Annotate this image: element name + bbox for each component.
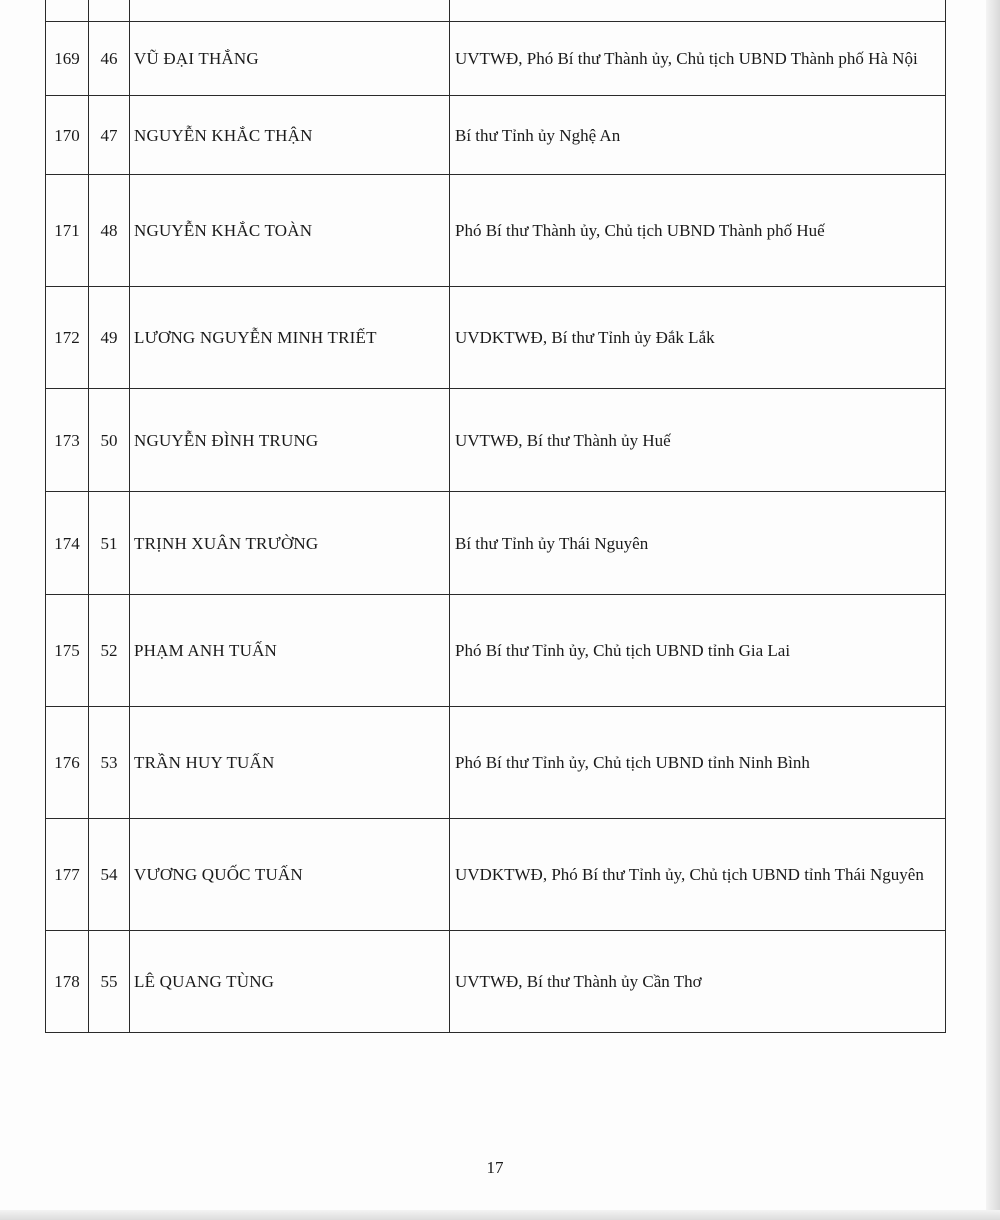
table-row <box>46 96 946 175</box>
member-name: LƯƠNG NGUYỄN MINH TRIẾT <box>130 287 450 389</box>
member-role: Phó Bí thư Tỉnh ủy, Chủ tịch UBND tỉnh Gia Lai <box>450 595 946 707</box>
member-role: Phó Bí thư Tỉnh ủy, Chủ tịch UBND tỉnh Ninh Bình <box>450 707 946 819</box>
table-row <box>46 389 946 492</box>
member-name: VƯƠNG QUỐC TUẤN <box>130 819 450 931</box>
row-index: 174 <box>46 492 89 595</box>
row-index: 170 <box>46 96 89 175</box>
member-role: UVDKTWĐ, Phó Bí thư Tỉnh ủy, Chủ tịch UBND tỉnh Thái Nguyên <box>450 819 946 931</box>
member-role: UVTWĐ, Phó Bí thư Thành ủy, Chủ tịch UBND Thành phố Hà Nội <box>450 22 946 96</box>
members-table <box>45 0 946 1033</box>
table-row-continued-top <box>46 0 946 22</box>
row-index: 176 <box>46 707 89 819</box>
row-sub-index: 52 <box>89 595 130 707</box>
member-role: UVTWĐ, Bí thư Thành ủy Cần Thơ <box>450 931 946 1033</box>
row-index: 173 <box>46 389 89 492</box>
row-index: 175 <box>46 595 89 707</box>
row-sub-index: 50 <box>89 389 130 492</box>
row-index: 169 <box>46 22 89 96</box>
row-index: 177 <box>46 819 89 931</box>
table-row <box>46 492 946 595</box>
member-name: NGUYỄN KHẮC THẬN <box>130 96 450 175</box>
row-index: 171 <box>46 175 89 287</box>
member-name: TRẦN HUY TUẤN <box>130 707 450 819</box>
row-sub-index: 49 <box>89 287 130 389</box>
member-role: UVDKTWĐ, Bí thư Tỉnh ủy Đắk Lắk <box>450 287 946 389</box>
table-row <box>46 931 946 1033</box>
row-index: 172 <box>46 287 89 389</box>
member-name: TRỊNH XUÂN TRƯỜNG <box>130 492 450 595</box>
row-sub-index: 51 <box>89 492 130 595</box>
page-number: 17 <box>486 1158 504 1177</box>
table-row <box>46 287 946 389</box>
table-row <box>46 595 946 707</box>
row-index: 178 <box>46 931 89 1033</box>
member-role: Bí thư Tỉnh ủy Thái Nguyên <box>450 492 946 595</box>
table-cell <box>89 0 130 22</box>
table-row <box>46 22 946 96</box>
table-row <box>46 819 946 931</box>
member-name: NGUYỄN ĐÌNH TRUNG <box>130 389 450 492</box>
member-role: UVTWĐ, Bí thư Thành ủy Huế <box>450 389 946 492</box>
row-sub-index: 55 <box>89 931 130 1033</box>
row-sub-index: 48 <box>89 175 130 287</box>
page-edge-shadow <box>986 0 1000 1220</box>
member-name: VŨ ĐẠI THẮNG <box>130 22 450 96</box>
member-role: Phó Bí thư Thành ủy, Chủ tịch UBND Thành phố Huế <box>450 175 946 287</box>
member-name: NGUYỄN KHẮC TOÀN <box>130 175 450 287</box>
row-sub-index: 54 <box>89 819 130 931</box>
member-name: LÊ QUANG TÙNG <box>130 931 450 1033</box>
row-sub-index: 53 <box>89 707 130 819</box>
table-row <box>46 707 946 819</box>
table-row <box>46 175 946 287</box>
table-cell <box>46 0 89 22</box>
table-cell <box>130 0 450 22</box>
member-name: PHẠM ANH TUẤN <box>130 595 450 707</box>
row-sub-index: 46 <box>89 22 130 96</box>
row-sub-index: 47 <box>89 96 130 175</box>
table-cell <box>450 0 946 22</box>
page-bottom-shadow <box>0 1210 1000 1220</box>
member-role: Bí thư Tỉnh ủy Nghệ An <box>450 96 946 175</box>
